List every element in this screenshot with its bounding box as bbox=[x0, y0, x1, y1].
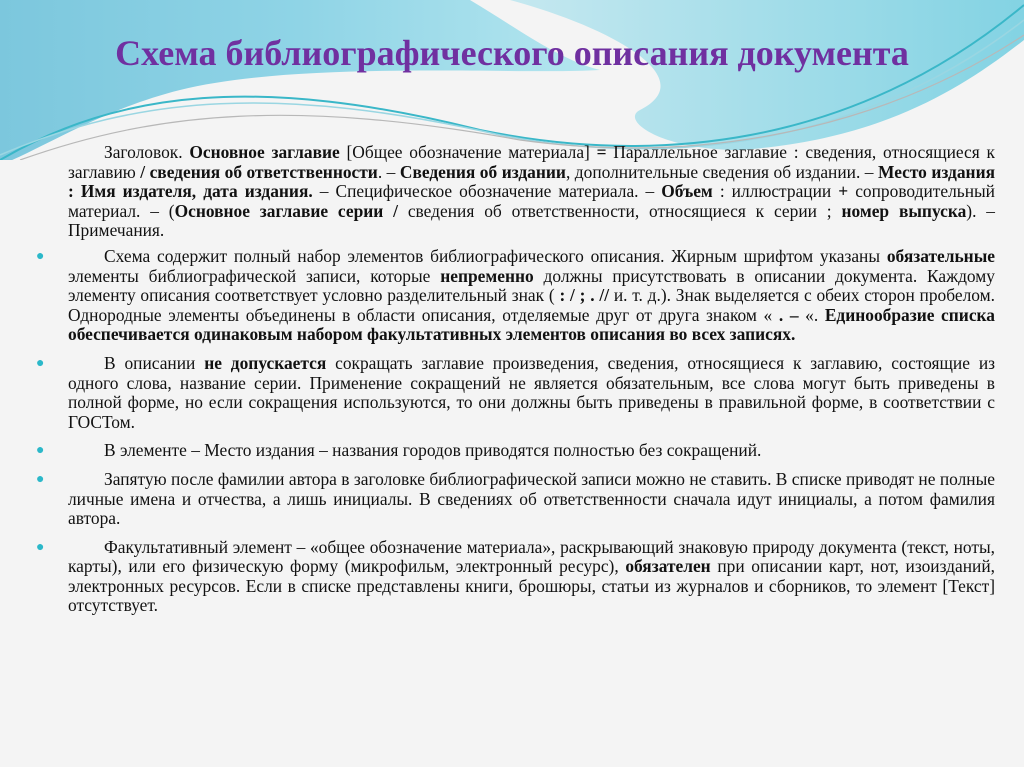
text-segment: сопроводительный материал. – ( bbox=[68, 181, 995, 221]
text-segment: В элементе – Место издания – названия городов приводятся полностью без сокращений. bbox=[104, 440, 762, 461]
bold-text-segment: . – bbox=[778, 304, 799, 325]
paragraph bbox=[36, 440, 995, 461]
bold-text-segment: Сведения об издании bbox=[399, 161, 566, 182]
text-segment: Запятую после фамилии автора в заголовке библиографической записи можно не ставить. В списке приводят не полные личные имена и отчества, а лишь инициалы. В сведениях об ответственности сначала идут инициалы, а потом фамилия автора. bbox=[68, 468, 995, 529]
bullet-icon: ● bbox=[36, 471, 45, 487]
bold-text-segment: Основное заглавие bbox=[189, 142, 340, 162]
bullet-icon: ● bbox=[36, 539, 45, 555]
bold-text-segment: : / ; . // bbox=[559, 285, 610, 306]
text-segment: Факультативный элемент – «общее обозначение материала», раскрывающий знаковую природу документа (текст, ноты, карты), или его физическую форму (микрофильм, электронный ресурс), bbox=[68, 536, 995, 577]
text-segment: сведения об ответственности, относящиеся к серии ; bbox=[397, 200, 842, 221]
bullet-icon: ● bbox=[36, 443, 45, 459]
text-segment: при описании карт, нот, изоизданий, электронных ресурсов. Если в списке представлены книги, брошюры, статьи из журналов и сборников, то элемент [Текст] отсутствует. bbox=[68, 556, 995, 616]
text-segment: элементы библиографической записи, которые bbox=[68, 265, 441, 286]
paragraph bbox=[68, 143, 995, 241]
bold-text-segment: Объем bbox=[661, 181, 713, 202]
text-segment: : иллюстрации bbox=[712, 181, 839, 202]
text-segment: . – bbox=[377, 161, 400, 182]
bold-text-segment: обязательные bbox=[886, 245, 995, 266]
bold-text-segment: + bbox=[838, 181, 849, 202]
text-segment: В описании bbox=[104, 352, 205, 373]
bold-text-segment: непременно bbox=[440, 265, 534, 286]
text-segment: должны присутствовать в описании документа. Каждому элементу описания соответствует условно разделительный знак ( bbox=[68, 265, 995, 306]
text-segment: сокращать заглавие произведения, сведения, относящиеся к заглавию, состоящие из одного слова, название серии. Применение сокращений не является обязательным, все слова могут быть приведены в полной форме, но если сокращения используются, то они должны быть приведены в правильной форме, в соответствии с ГОСТом. bbox=[68, 352, 995, 432]
text-segment: Заголовок. bbox=[104, 142, 190, 162]
text-segment: Схема содержит полный набор элементов библиографического описания. Жирным шрифтом указаны bbox=[104, 245, 887, 266]
text-segment: «. bbox=[798, 304, 825, 325]
text-segment: и. т. д.). Знак выделяется с обеих сторон пробелом. Однородные элементы объединены в области описания, отделяемые друг от друга знаком « bbox=[68, 285, 995, 325]
bold-text-segment: номер выпуска bbox=[841, 200, 967, 221]
paragraph bbox=[36, 468, 995, 529]
text-segment: ). – Примечания. bbox=[68, 200, 995, 241]
bold-text-segment: / сведения об ответственности bbox=[140, 161, 378, 182]
bold-text-segment: обязателен bbox=[625, 556, 711, 577]
slide-body bbox=[36, 142, 995, 625]
paragraph bbox=[36, 245, 995, 345]
bold-text-segment: Единообразие списка обеспечивается одинаковым набором факультативных элементов описания во всех записях. bbox=[68, 304, 995, 345]
bold-text-segment: Основное заглавие серии / bbox=[174, 200, 398, 221]
text-segment: , дополнительные сведения об издании. – bbox=[565, 161, 879, 182]
text-segment: [Общее обозначение материала] bbox=[339, 142, 597, 162]
bullet-icon: ● bbox=[36, 248, 45, 264]
text-segment: – Специфическое обозначение материала. – bbox=[312, 181, 662, 202]
paragraph bbox=[36, 352, 995, 432]
paragraph bbox=[36, 536, 995, 616]
bold-text-segment: Место издания : Имя издателя, дата издания. bbox=[68, 161, 995, 202]
slide-title: Схема библиографического описания документа bbox=[115, 33, 909, 73]
bold-text-segment: не допускается bbox=[204, 352, 327, 373]
decorative-wave-header bbox=[0, 0, 1024, 160]
bullet-icon: ● bbox=[36, 355, 45, 371]
text-segment: Параллельное заглавие : сведения, относящиеся к заглавию bbox=[68, 142, 995, 182]
bold-text-segment: = bbox=[596, 142, 607, 162]
